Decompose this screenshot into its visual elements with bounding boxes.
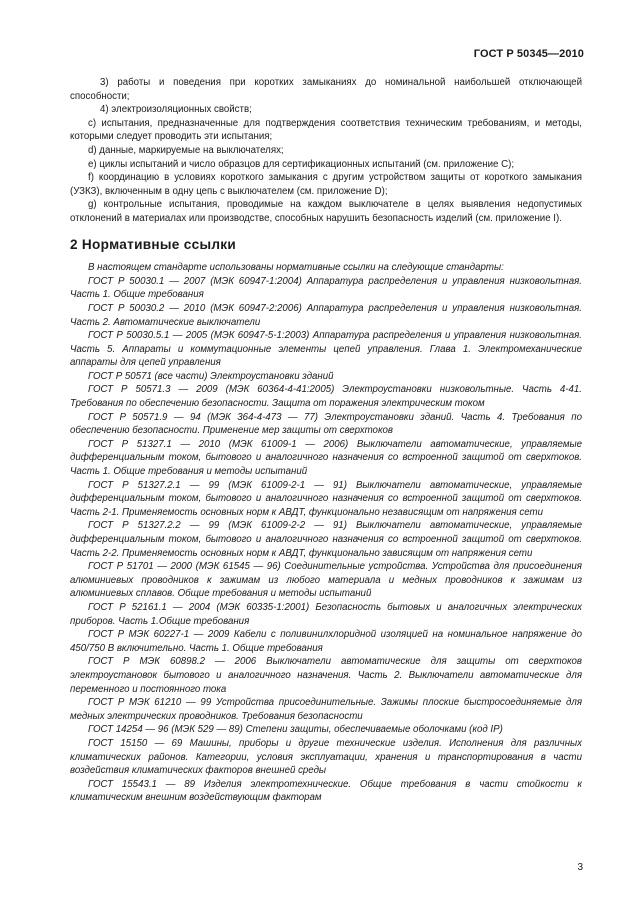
document-header: ГОСТ Р 50345—2010	[473, 48, 584, 60]
reference-item: ГОСТ Р 50571.3 — 2009 (МЭК 60364-4-41:2005) Электроустановки низковольтные. Часть 4-41. Требования по обеспечению безопасности. Защита от поражения электрическим током	[70, 384, 582, 410]
reference-item: ГОСТ Р МЭК 61210 — 99 Устройства присоединительные. Зажимы плоские быстросоединяемые для медных электрических проводников. Требования безопасности	[70, 697, 582, 722]
references-intro: В настоящем стандарте использованы нормативные ссылки на следующие стандарты:	[88, 262, 504, 274]
reference-item: ГОСТ Р 51701 — 2000 (МЭК 61545 — 96) Соединительные устройства. Устройства для присоединения алюминиевых проводников к зажимам из любого материала и медных проводников к зажимам из алюминиевых сплавов. Общие требования и методы испытаний	[70, 561, 582, 600]
list-item: g) контрольные испытания, проводимые на каждом выключателе в целях выявления недопустимых отклонений в материалах или производстве, способных нарушить безопасность изделий (см. приложение I).	[70, 199, 582, 224]
reference-item: ГОСТ Р 51327.2.2 — 99 (МЭК 61009-2-2 — 91) Выключатели автоматические, управляемые дифференциальным током, бытового и аналогичного назначения со встроенной защитой от сверхтоков. Часть 2-2. Применяемость основных норм к АВДТ, функционально зависящим от напряжения сети	[70, 520, 582, 559]
reference-item: ГОСТ 14254 — 96 (МЭК 529 — 89) Степени защиты, обеспечиваемые оболочками (код IP)	[88, 724, 503, 736]
reference-item: ГОСТ Р 50571.9 — 94 (МЭК 364-4-473 — 77) Электроустановки зданий. Часть 4. Требования по обеспечению безопасности. Применение мер защиты от сверхтоков	[70, 411, 582, 437]
reference-item: ГОСТ Р МЭК 60227-1 — 2009 Кабели с поливинилхлоридной изоляцией на номинальное напряжение до 450/750 В включительно. Часть 1. Общие требования	[70, 629, 582, 654]
reference-item: ГОСТ Р 50030.1 — 2007 (МЭК 60947-1:2004) Аппаратура распределения и управления низковольтная. Часть 1. Общие требования	[70, 275, 582, 301]
section-title: 2 Нормативные ссылки	[70, 236, 237, 252]
reference-item: ГОСТ Р 51327.1 — 2010 (МЭК 61009-1 — 2006) Выключатели автоматические, управляемые дифференциальным током, бытового и аналогичного назначения со встроенной защитой от сверхтоков. Часть 1. Общие требования и методы испытаний	[70, 438, 582, 478]
list-block	[70, 76, 582, 226]
list-item: 4) электроизоляционных свойств;	[100, 104, 252, 116]
reference-item: ГОСТ Р 50030.2 — 2010 (МЭК 60947-2:2006) Аппаратура распределения и управления низковольтная. Часть 2. Автоматические выключатели	[70, 302, 582, 328]
list-item: f) координацию в условиях короткого замыкания с другим устройством защиты от короткого замыкания (УЗКЗ), включенным в одну цепь с выключателем (см. приложение D);	[70, 172, 582, 197]
reference-item: ГОСТ 15543.1 — 89 Изделия электротехнические. Общие требования в части стойкости к климатическим внешним воздействующим факторам	[70, 778, 582, 804]
list-item: d) данные, маркируемые на выключателях;	[88, 144, 284, 156]
references-block	[70, 261, 582, 805]
reference-item: ГОСТ Р 52161.1 — 2004 (МЭК 60335-1:2001) Безопасность бытовых и аналогичных электрических приборов. Часть 1.Общие требования	[70, 601, 582, 627]
list-item: c) испытания, предназначенные для подтверждения соответствия техническим требованиям, и методы, которыми следует проводить эти испытания;	[70, 117, 582, 143]
list-item: 3) работы и поведения при коротких замыканиях до номинальной наибольшей отключающей способности;	[70, 77, 582, 102]
reference-item: ГОСТ Р 50030.5.1 — 2005 (МЭК 60947-5-1:2003) Аппаратура распределения и управления низковольтная. Часть 5. Аппараты и коммутационные элементы цепей управления. Глава 1. Электромеханические аппараты для цепей управления	[70, 330, 582, 369]
reference-item: ГОСТ Р 50571 (все части) Электроустановки зданий	[88, 370, 334, 382]
list-item: e) циклы испытаний и число образцов для сертификационных испытаний (см. приложение С);	[88, 158, 515, 170]
reference-item: ГОСТ 15150 — 69 Машины, приборы и другие технические изделия. Исполнения для различных климатических районов. Категории, условия эксплуатации, хранения и транспортирования в части воздействия климатических факторов внешней среды	[70, 737, 582, 777]
page-number: 3	[577, 862, 583, 873]
reference-item: ГОСТ Р МЭК 60898.2 — 2006 Выключатели автоматические для защиты от сверхтоков электроустановок бытового и аналогичного назначения. Часть 2. Выключатели автоматические для переменного и постоянного тока	[70, 656, 582, 695]
reference-item: ГОСТ Р 51327.2.1 — 99 (МЭК 61009-2-1 — 91) Выключатели автоматические, управляемые дифференциальным током, бытового и аналогичного назначения со встроенной защитой от сверхтоков. Часть 2-1. Применяемость основных норм к АВДТ, функционально независящим от напряжения сети	[70, 479, 582, 518]
document-body	[70, 76, 582, 805]
